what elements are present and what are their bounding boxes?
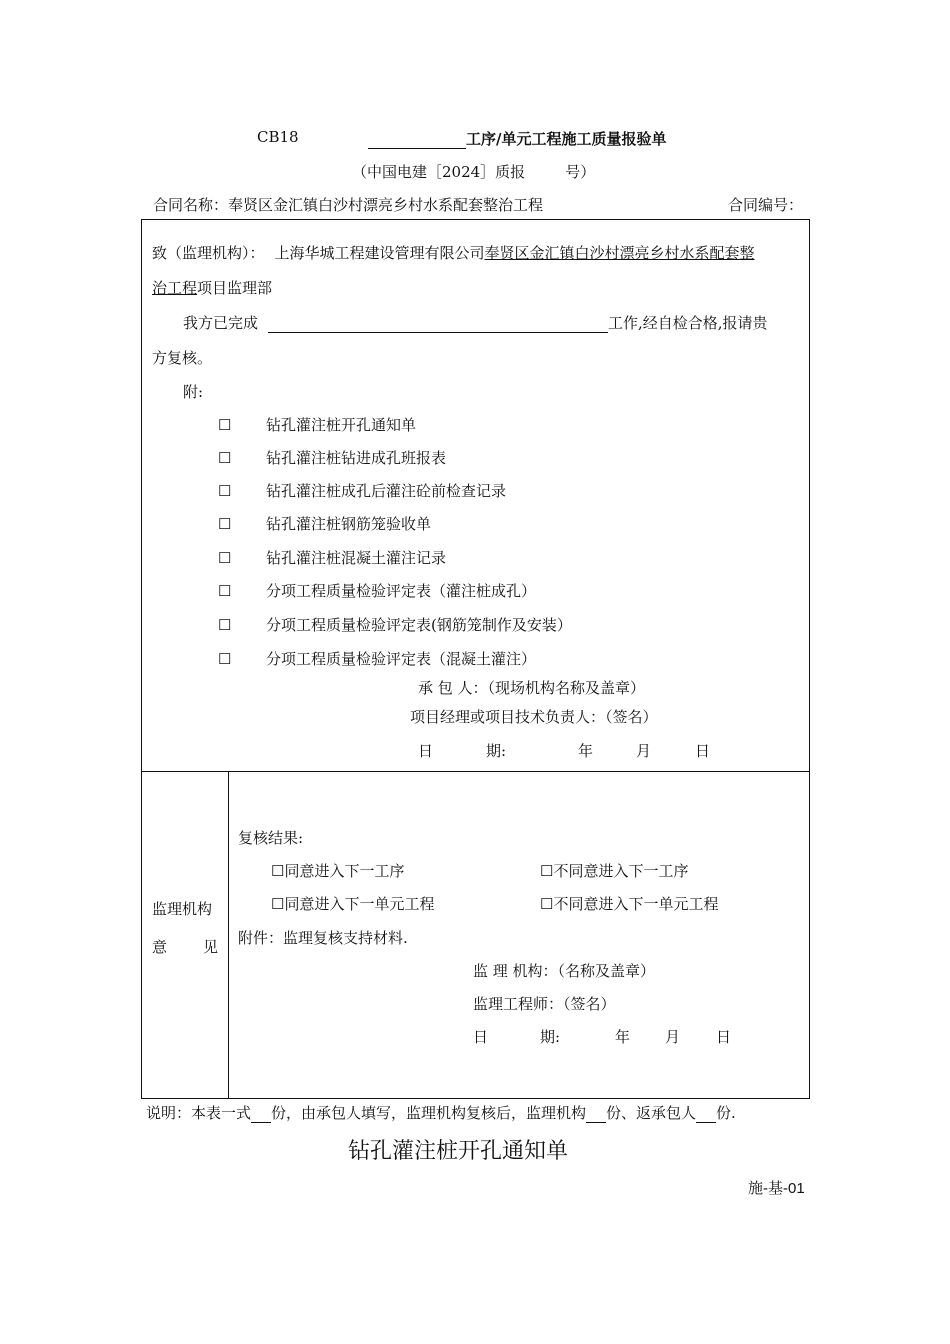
attachment-label: 钻孔灌注桩成孔后灌注砼前检查记录 [266, 482, 507, 500]
attachment-item [218, 513, 431, 534]
project-name-part1: 奉贤区金汇镇白沙村漂亮乡村水系配套整 [484, 244, 755, 262]
review-result-label: 复核结果: [238, 829, 304, 847]
attachment-label: 钻孔灌注桩钻进成孔班报表 [266, 449, 447, 467]
attachment-label: 分项工程质量检验评定表(钢筋笼制作及安装） [266, 616, 572, 634]
contractor-label: 承 包 人：（现场机构名称及盖章） [418, 679, 646, 697]
title-text: 工序/单元工程施工质量报验单 [466, 130, 667, 148]
attachment-item [218, 414, 416, 435]
section-divider [141, 771, 809, 772]
contract-name-value: 奉贤区金汇镇白沙村漂亮乡村水系配套整治工程 [228, 196, 544, 214]
attachment-item [218, 547, 446, 568]
project-name-part2: 治工程 [152, 279, 198, 297]
disagree-next-process-checkbox[interactable]: ☐不同意进入下一工序 [540, 862, 689, 880]
report-number [352, 161, 595, 182]
checkbox[interactable]: ☐ [218, 515, 232, 533]
attachment-label: 分项工程质量检验评定表（灌注桩成孔） [266, 582, 537, 600]
contract-name [153, 194, 543, 215]
page-title [368, 128, 666, 149]
supervisor-date-year: 年 [615, 1028, 631, 1046]
completion-prefix: 我方已完成 [183, 314, 259, 332]
attachments-label: 附: [183, 383, 204, 401]
completion-suffix: 工作,经自检合格,报请贵 [608, 314, 768, 332]
attachment-label: 钻孔灌注桩钢筋笼验收单 [266, 515, 432, 533]
checkbox[interactable]: ☐ [218, 650, 232, 668]
addressee-suffix: 项目监理部 [197, 279, 273, 297]
manager-signature-label: 项目经理或项目技术负责人：（签名） [410, 708, 658, 726]
form-code: CB18 [257, 128, 299, 146]
supervisor-org-label: 监 理 机构：（名称及盖章） [473, 962, 656, 980]
attachment-label: 分项工程质量检验评定表（混凝土灌注） [266, 650, 537, 668]
attachment-item [218, 614, 572, 635]
checkbox[interactable]: ☐ [218, 582, 232, 600]
agree-next-process-checkbox[interactable]: ☐同意进入下一工序 [271, 862, 405, 880]
contractor-date-label: 期: [486, 742, 507, 760]
addressee-line-2 [152, 277, 272, 298]
next-form-code: 施-基-01 [748, 1180, 805, 1197]
supervisor-engineer-label: 监理工程师：（签名） [473, 995, 616, 1013]
checkbox[interactable]: ☐ [218, 416, 232, 434]
agree-next-unit-checkbox[interactable]: ☐同意进入下一单元工程 [271, 895, 435, 913]
supervisor-date-day-label: 日 [473, 1028, 489, 1046]
disagree-next-unit-checkbox[interactable]: ☐不同意进入下一单元工程 [540, 895, 719, 913]
completion-statement [183, 312, 768, 333]
attachment-item [218, 648, 536, 669]
supervisor-date-month: 月 [665, 1028, 681, 1046]
addressee-line [152, 242, 755, 263]
work-description-blank[interactable] [268, 314, 608, 333]
next-form-title: 钻孔灌注桩开孔通知单 [348, 1139, 569, 1164]
copies-note-part2: 份，由承包人填写，监理机构复核后，监理机构 [271, 1104, 587, 1122]
copies-total-blank[interactable] [251, 1104, 271, 1123]
supervisor-date-day: 日 [716, 1028, 732, 1046]
completion-statement-line-2: 方复核。 [152, 349, 213, 367]
contractor-date-month: 月 [636, 742, 652, 760]
supervisor-opinion-label-1: 监理机构 [152, 900, 213, 918]
checkbox[interactable]: ☐ [218, 449, 232, 467]
contractor-date-day-label: 日 [418, 742, 434, 760]
copies-note-part3: 份、返承包人 [606, 1104, 697, 1122]
column-divider [228, 771, 229, 1098]
attachment-item [218, 447, 446, 468]
attachment-label: 钻孔灌注桩混凝土灌注记录 [266, 549, 447, 567]
contractor-date-year: 年 [578, 742, 594, 760]
checkbox[interactable]: ☐ [218, 482, 232, 500]
checkbox[interactable]: ☐ [218, 616, 232, 634]
addressee-label: 致（监理机构）： [152, 244, 265, 262]
report-number-prefix: （中国电建［2024］质报 [352, 163, 526, 181]
supervisor-opinion-label-2a: 意 [152, 938, 168, 956]
attachment-item [218, 480, 506, 501]
title-blank [368, 130, 466, 149]
checkbox[interactable]: ☐ [218, 549, 232, 567]
supervisor-date-label: 期: [540, 1028, 561, 1046]
supervisor-attachment-note: 附件：监理复核支持材料. [238, 929, 408, 947]
supervisor-opinion-label-2b: 见 [203, 938, 219, 956]
copies-contractor-blank[interactable] [696, 1104, 716, 1123]
copies-note-part4: 份. [716, 1104, 736, 1122]
contract-no-label: 合同编号： [728, 196, 804, 214]
supervisor-org-name: 上海华城工程建设管理有限公司 [274, 244, 485, 262]
copies-supervisor-blank[interactable] [586, 1104, 606, 1123]
report-number-suffix: 号） [565, 163, 596, 181]
attachment-item [218, 580, 536, 601]
contractor-date-day: 日 [695, 742, 711, 760]
attachment-label: 钻孔灌注桩开孔通知单 [266, 416, 417, 434]
copies-note [146, 1102, 736, 1123]
contract-name-label: 合同名称： [153, 196, 229, 214]
copies-note-part1: 说明：本表一式 [146, 1104, 252, 1122]
